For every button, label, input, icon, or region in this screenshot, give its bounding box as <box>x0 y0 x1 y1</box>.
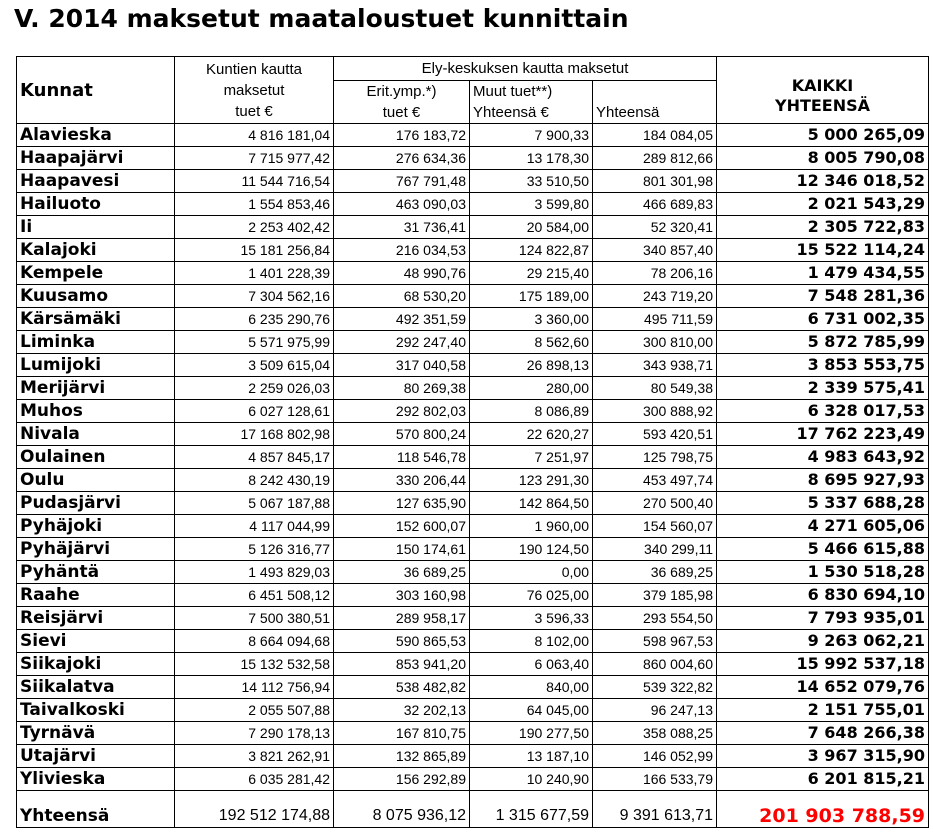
table-row <box>17 331 929 354</box>
page-title: V. 2014 maksetut maataloustuet kunnittain <box>14 4 629 33</box>
ely-yhteensa-value: 466 689,83 <box>593 193 717 216</box>
erit-ymp-value: 48 990,76 <box>334 262 470 285</box>
kuntien-kautta-value: 14 112 756,94 <box>175 676 334 699</box>
ely-yhteensa-value: 146 052,99 <box>593 745 717 768</box>
kaikki-yhteensa-value: 15 992 537,18 <box>717 653 929 676</box>
ely-yhteensa-value: 860 004,60 <box>593 653 717 676</box>
header-kuntien-line2: maksetut <box>223 81 285 99</box>
kuntien-kautta-value: 2 253 402,42 <box>175 216 334 239</box>
municipality-name: Taivalkoski <box>17 699 175 722</box>
municipality-name: Siikalatva <box>17 676 175 699</box>
ely-yhteensa-value: 379 185,98 <box>593 584 717 607</box>
kuntien-kautta-value: 6 035 281,42 <box>175 768 334 791</box>
kaikki-yhteensa-value: 14 652 079,76 <box>717 676 929 699</box>
ely-yhteensa-value: 293 554,50 <box>593 607 717 630</box>
header-kaikki-yhteensa <box>717 57 929 124</box>
total-kuntien-kautta-value: 192 512 174,88 <box>175 791 334 828</box>
kaikki-yhteensa-value: 3 967 315,90 <box>717 745 929 768</box>
kaikki-yhteensa-value: 6 201 815,21 <box>717 768 929 791</box>
header-yhteensa: Yhteensä <box>593 81 717 124</box>
table-row <box>17 492 929 515</box>
erit-ymp-value: 167 810,75 <box>334 722 470 745</box>
total-muut-tuet-value: 1 315 677,59 <box>470 791 593 828</box>
municipality-name: Utajärvi <box>17 745 175 768</box>
muut-tuet-value: 8 086,89 <box>470 400 593 423</box>
table-row <box>17 676 929 699</box>
erit-ymp-value: 36 689,25 <box>334 561 470 584</box>
kuntien-kautta-value: 5 571 975,99 <box>175 331 334 354</box>
muut-tuet-value: 190 277,50 <box>470 722 593 745</box>
table-row <box>17 745 929 768</box>
kuntien-kautta-value: 4 816 181,04 <box>175 124 334 147</box>
kuntien-kautta-value: 7 290 178,13 <box>175 722 334 745</box>
kaikki-yhteensa-value: 2 021 543,29 <box>717 193 929 216</box>
table-row <box>17 124 929 147</box>
ely-yhteensa-value: 539 322,82 <box>593 676 717 699</box>
muut-tuet-value: 123 291,30 <box>470 469 593 492</box>
kaikki-yhteensa-value: 1 479 434,55 <box>717 262 929 285</box>
municipality-name: Kalajoki <box>17 239 175 262</box>
kuntien-kautta-value: 6 027 128,61 <box>175 400 334 423</box>
ely-yhteensa-value: 300 810,00 <box>593 331 717 354</box>
erit-ymp-value: 132 865,89 <box>334 745 470 768</box>
kaikki-yhteensa-value: 8 695 927,93 <box>717 469 929 492</box>
table-row <box>17 584 929 607</box>
kuntien-kautta-value: 4 117 044,99 <box>175 515 334 538</box>
kaikki-yhteensa-value: 5 466 615,88 <box>717 538 929 561</box>
kaikki-yhteensa-value: 7 648 266,38 <box>717 722 929 745</box>
header-erit-line1: Erit.ymp.*) <box>366 83 437 100</box>
municipality-name: Kuusamo <box>17 285 175 308</box>
ely-yhteensa-value: 96 247,13 <box>593 699 717 722</box>
muut-tuet-value: 33 510,50 <box>470 170 593 193</box>
municipality-name: Kempele <box>17 262 175 285</box>
municipality-name: Ylivieska <box>17 768 175 791</box>
erit-ymp-value: 276 634,36 <box>334 147 470 170</box>
ely-yhteensa-value: 125 798,75 <box>593 446 717 469</box>
table-row <box>17 630 929 653</box>
header-ely: Ely-keskuksen kautta maksetut <box>334 57 717 81</box>
table-row <box>17 469 929 492</box>
ely-yhteensa-value: 270 500,40 <box>593 492 717 515</box>
ely-yhteensa-value: 495 711,59 <box>593 308 717 331</box>
kaikki-yhteensa-value: 3 853 553,75 <box>717 354 929 377</box>
ely-yhteensa-value: 166 533,79 <box>593 768 717 791</box>
municipality-name: Nivala <box>17 423 175 446</box>
muut-tuet-value: 7 251,97 <box>470 446 593 469</box>
erit-ymp-value: 176 183,72 <box>334 124 470 147</box>
erit-ymp-value: 32 202,13 <box>334 699 470 722</box>
kuntien-kautta-value: 2 259 026,03 <box>175 377 334 400</box>
kuntien-kautta-value: 3 821 262,91 <box>175 745 334 768</box>
ely-yhteensa-value: 78 206,16 <box>593 262 717 285</box>
header-erit-ymp <box>334 81 470 124</box>
ely-yhteensa-value: 243 719,20 <box>593 285 717 308</box>
kuntien-kautta-value: 5 126 316,77 <box>175 538 334 561</box>
ely-yhteensa-value: 80 549,38 <box>593 377 717 400</box>
ely-yhteensa-value: 598 967,53 <box>593 630 717 653</box>
table-row <box>17 722 929 745</box>
table-row <box>17 239 929 262</box>
erit-ymp-value: 289 958,17 <box>334 607 470 630</box>
municipality-name: Sievi <box>17 630 175 653</box>
municipality-name: Pudasjärvi <box>17 492 175 515</box>
muut-tuet-value: 8 562,60 <box>470 331 593 354</box>
municipality-name: Liminka <box>17 331 175 354</box>
kaikki-yhteensa-value: 9 263 062,21 <box>717 630 929 653</box>
kuntien-kautta-value: 6 235 290,76 <box>175 308 334 331</box>
muut-tuet-value: 175 189,00 <box>470 285 593 308</box>
header-kaikki-line1: KAIKKI <box>791 76 854 95</box>
ely-yhteensa-value: 343 938,71 <box>593 354 717 377</box>
municipality-name: Raahe <box>17 584 175 607</box>
total-ely-yhteensa-value: 9 391 613,71 <box>593 791 717 828</box>
muut-tuet-value: 1 960,00 <box>470 515 593 538</box>
kuntien-kautta-value: 8 664 094,68 <box>175 630 334 653</box>
erit-ymp-value: 31 736,41 <box>334 216 470 239</box>
municipality-name: Alavieska <box>17 124 175 147</box>
table-row <box>17 400 929 423</box>
municipality-name: Haapavesi <box>17 170 175 193</box>
erit-ymp-value: 150 174,61 <box>334 538 470 561</box>
total-row <box>17 791 929 828</box>
ely-yhteensa-value: 358 088,25 <box>593 722 717 745</box>
muut-tuet-value: 840,00 <box>470 676 593 699</box>
kaikki-yhteensa-value: 1 530 518,28 <box>717 561 929 584</box>
muut-tuet-value: 7 900,33 <box>470 124 593 147</box>
kaikki-yhteensa-value: 5 337 688,28 <box>717 492 929 515</box>
erit-ymp-value: 590 865,53 <box>334 630 470 653</box>
erit-ymp-value: 118 546,78 <box>334 446 470 469</box>
erit-ymp-value: 80 269,38 <box>334 377 470 400</box>
kuntien-kautta-value: 7 715 977,42 <box>175 147 334 170</box>
kuntien-kautta-value: 17 168 802,98 <box>175 423 334 446</box>
table-row <box>17 538 929 561</box>
header-kunnat: Kunnat <box>17 57 175 124</box>
muut-tuet-value: 124 822,87 <box>470 239 593 262</box>
muut-tuet-value: 26 898,13 <box>470 354 593 377</box>
kuntien-kautta-value: 2 055 507,88 <box>175 699 334 722</box>
ely-yhteensa-value: 340 857,40 <box>593 239 717 262</box>
kaikki-yhteensa-value: 7 793 935,01 <box>717 607 929 630</box>
total-kaikki-yhteensa-value: 201 903 788,59 <box>717 791 929 828</box>
table-row <box>17 354 929 377</box>
muut-tuet-value: 8 102,00 <box>470 630 593 653</box>
ely-yhteensa-value: 289 812,66 <box>593 147 717 170</box>
erit-ymp-value: 317 040,58 <box>334 354 470 377</box>
table-row <box>17 515 929 538</box>
erit-ymp-value: 330 206,44 <box>334 469 470 492</box>
muut-tuet-value: 280,00 <box>470 377 593 400</box>
muut-tuet-value: 10 240,90 <box>470 768 593 791</box>
ely-yhteensa-value: 801 301,98 <box>593 170 717 193</box>
table-row <box>17 423 929 446</box>
municipality-name: Muhos <box>17 400 175 423</box>
header-muut-line1: Muut tuet**) <box>473 83 553 100</box>
kuntien-kautta-value: 3 509 615,04 <box>175 354 334 377</box>
kaikki-yhteensa-value: 4 983 643,92 <box>717 446 929 469</box>
table-row <box>17 446 929 469</box>
kuntien-kautta-value: 15 132 532,58 <box>175 653 334 676</box>
kuntien-kautta-value: 5 067 187,88 <box>175 492 334 515</box>
muut-tuet-value: 20 584,00 <box>470 216 593 239</box>
kaikki-yhteensa-value: 4 271 605,06 <box>717 515 929 538</box>
kuntien-kautta-value: 4 857 845,17 <box>175 446 334 469</box>
municipality-name: Hailuoto <box>17 193 175 216</box>
municipality-name: Pyhäjärvi <box>17 538 175 561</box>
ely-yhteensa-value: 593 420,51 <box>593 423 717 446</box>
table-row <box>17 699 929 722</box>
kuntien-kautta-value: 11 544 716,54 <box>175 170 334 193</box>
erit-ymp-value: 152 600,07 <box>334 515 470 538</box>
total-municipality-name: Yhteensä <box>17 791 175 828</box>
kaikki-yhteensa-value: 6 830 694,10 <box>717 584 929 607</box>
muut-tuet-value: 3 599,80 <box>470 193 593 216</box>
ely-yhteensa-value: 300 888,92 <box>593 400 717 423</box>
erit-ymp-value: 292 802,03 <box>334 400 470 423</box>
muut-tuet-value: 6 063,40 <box>470 653 593 676</box>
ely-yhteensa-value: 453 497,74 <box>593 469 717 492</box>
muut-tuet-value: 22 620,27 <box>470 423 593 446</box>
kaikki-yhteensa-value: 12 346 018,52 <box>717 170 929 193</box>
table-row <box>17 285 929 308</box>
kuntien-kautta-value: 8 242 430,19 <box>175 469 334 492</box>
muut-tuet-value: 3 596,33 <box>470 607 593 630</box>
municipality-name: Haapajärvi <box>17 147 175 170</box>
table-row <box>17 193 929 216</box>
kaikki-yhteensa-value: 6 731 002,35 <box>717 308 929 331</box>
erit-ymp-value: 570 800,24 <box>334 423 470 446</box>
muut-tuet-value: 3 360,00 <box>470 308 593 331</box>
municipality-name: Ii <box>17 216 175 239</box>
subsidy-table <box>16 56 929 828</box>
muut-tuet-value: 190 124,50 <box>470 538 593 561</box>
kaikki-yhteensa-value: 2 151 755,01 <box>717 699 929 722</box>
table-row <box>17 170 929 193</box>
table-row <box>17 561 929 584</box>
ely-yhteensa-value: 154 560,07 <box>593 515 717 538</box>
erit-ymp-value: 853 941,20 <box>334 653 470 676</box>
erit-ymp-value: 292 247,40 <box>334 331 470 354</box>
kaikki-yhteensa-value: 5 872 785,99 <box>717 331 929 354</box>
kuntien-kautta-value: 1 493 829,03 <box>175 561 334 584</box>
municipality-name: Oulainen <box>17 446 175 469</box>
header-kuntien-kautta <box>175 57 334 124</box>
muut-tuet-value: 142 864,50 <box>470 492 593 515</box>
header-kuntien-line3: tuet € <box>235 102 273 120</box>
kaikki-yhteensa-value: 8 005 790,08 <box>717 147 929 170</box>
muut-tuet-value: 13 178,30 <box>470 147 593 170</box>
ely-yhteensa-value: 52 320,41 <box>593 216 717 239</box>
muut-tuet-value: 76 025,00 <box>470 584 593 607</box>
muut-tuet-value: 64 045,00 <box>470 699 593 722</box>
header-muut-line2: Yhteensä € <box>473 104 549 121</box>
erit-ymp-value: 492 351,59 <box>334 308 470 331</box>
municipality-name: Siikajoki <box>17 653 175 676</box>
muut-tuet-value: 29 215,40 <box>470 262 593 285</box>
municipality-name: Lumijoki <box>17 354 175 377</box>
erit-ymp-value: 303 160,98 <box>334 584 470 607</box>
municipality-name: Merijärvi <box>17 377 175 400</box>
municipality-name: Tyrnävä <box>17 722 175 745</box>
erit-ymp-value: 767 791,48 <box>334 170 470 193</box>
kaikki-yhteensa-value: 2 339 575,41 <box>717 377 929 400</box>
kaikki-yhteensa-value: 15 522 114,24 <box>717 239 929 262</box>
kaikki-yhteensa-value: 5 000 265,09 <box>717 124 929 147</box>
table-row <box>17 653 929 676</box>
kuntien-kautta-value: 7 304 562,16 <box>175 285 334 308</box>
erit-ymp-value: 463 090,03 <box>334 193 470 216</box>
kaikki-yhteensa-value: 2 305 722,83 <box>717 216 929 239</box>
table-row <box>17 147 929 170</box>
table-row <box>17 377 929 400</box>
header-erit-line2: tuet € <box>382 104 421 121</box>
ely-yhteensa-value: 184 084,05 <box>593 124 717 147</box>
kuntien-kautta-value: 1 401 228,39 <box>175 262 334 285</box>
header-muut-tuet <box>470 81 593 124</box>
muut-tuet-value: 0,00 <box>470 561 593 584</box>
muut-tuet-value: 13 187,10 <box>470 745 593 768</box>
erit-ymp-value: 68 530,20 <box>334 285 470 308</box>
erit-ymp-value: 538 482,82 <box>334 676 470 699</box>
municipality-name: Pyhäjoki <box>17 515 175 538</box>
table-row <box>17 216 929 239</box>
erit-ymp-value: 156 292,89 <box>334 768 470 791</box>
header-row-1 <box>17 57 929 81</box>
kuntien-kautta-value: 1 554 853,46 <box>175 193 334 216</box>
kaikki-yhteensa-value: 6 328 017,53 <box>717 400 929 423</box>
municipality-name: Kärsämäki <box>17 308 175 331</box>
municipality-name: Pyhäntä <box>17 561 175 584</box>
erit-ymp-value: 127 635,90 <box>334 492 470 515</box>
kaikki-yhteensa-value: 17 762 223,49 <box>717 423 929 446</box>
table-row <box>17 607 929 630</box>
municipality-name: Oulu <box>17 469 175 492</box>
kuntien-kautta-value: 7 500 380,51 <box>175 607 334 630</box>
table-row <box>17 262 929 285</box>
header-kuntien-line1: Kuntien kautta <box>206 60 302 78</box>
table-row <box>17 768 929 791</box>
kuntien-kautta-value: 15 181 256,84 <box>175 239 334 262</box>
header-kaikki-line2: YHTEENSÄ <box>774 96 871 115</box>
ely-yhteensa-value: 36 689,25 <box>593 561 717 584</box>
total-erit-ymp-value: 8 075 936,12 <box>334 791 470 828</box>
kuntien-kautta-value: 6 451 508,12 <box>175 584 334 607</box>
erit-ymp-value: 216 034,53 <box>334 239 470 262</box>
municipality-name: Reisjärvi <box>17 607 175 630</box>
ely-yhteensa-value: 340 299,11 <box>593 538 717 561</box>
kaikki-yhteensa-value: 7 548 281,36 <box>717 285 929 308</box>
table-row <box>17 308 929 331</box>
